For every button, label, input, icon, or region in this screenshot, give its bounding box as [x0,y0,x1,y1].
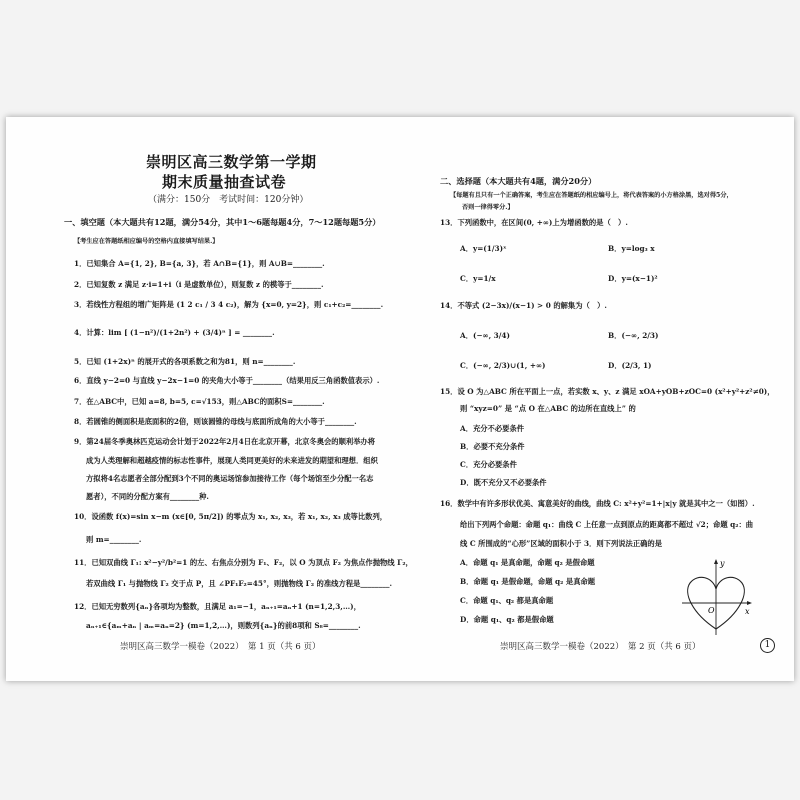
question-12-line1: 12．已知无穷数列{aₙ}各项均为整数，且满足 a₁=−1，aₙ₊₁=aₙ+1 (n=1,2,3,…)， [74,602,361,611]
origin-label: O [708,606,715,615]
exam-sheet [6,117,794,681]
question-5: 5．已知 (1+2x)ⁿ 的展开式的各项系数之和为81，则 n=________. [74,357,296,366]
section-choice-heading: 二、选择题（本大题共有4题，满分20分） [440,176,597,186]
q14-option-a: A．(−∞, 3/4) [460,331,510,340]
heart-curve-figure [680,557,754,639]
q16-option-b: B．命题 q₁ 是假命题，命题 q₂ 是真命题 [460,577,596,586]
q13-option-d: D．y=(x−1)² [608,274,658,283]
x-axis-arrow [747,601,752,605]
question-4: 4．计算：lim [ (1−n²)/(1+2n²) + (3/4)ⁿ ] = ________. [74,328,275,337]
exam-title-line1: 崇明区高三数学第一学期 [146,153,317,171]
question-7: 7．在△ABC中，已知 a=8, b=5, c=√153，则△ABC的面积S=________. [74,397,325,406]
right-page [440,117,775,681]
choice-instruction-line2: 否则一律得零分.】 [462,204,514,211]
q14-option-b: B．(−∞, 2/3) [608,331,659,340]
question-9-line4: 愿者），不同的分配方案有________种. [86,492,209,501]
left-page [60,117,413,681]
question-9-line2: 成为人类理解和超越疫情的标志性事件，展现人类同更美好的未来进发的期望和理想．组织 [86,456,378,465]
exam-title-line2: 期末质量抽查试卷 [162,173,287,191]
q16-option-c: C．命题 q₁、q₂ 都是真命题 [460,596,554,605]
question-3: 3．若线性方程组的增广矩阵是 (1 2 c₁ / 3 4 c₂)，解为 {x=0, y=2}，则 c₁+c₂=________. [74,300,384,309]
q16-option-a: A．命题 q₁ 是真命题，命题 q₂ 是假命题 [460,558,595,567]
question-9-line3: 方拟将4名志愿者全部分配到3个不同的奥运场馆参加接待工作（每个场馆至少分配一名志 [86,474,374,483]
question-15-line2: 则 “xyz=0” 是 “点 O 在△ABC 的边所在直线上” 的 [460,404,636,413]
question-9-line1: 9．第24届冬季奥林匹克运动会计划于2022年2月4日在北京开幕，北京冬奥会的顺利举办将 [74,437,376,446]
question-2: 2．已知复数 z 满足 z·i=1+i（i 是虚数单位），则复数 z 的模等于________. [74,280,324,289]
y-axis-arrow [714,559,718,564]
q16-option-d: D．命题 q₁、q₂ 都是假命题 [460,615,554,624]
x-axis-label: x [745,607,750,616]
question-10-answer-line: 则 m=________. [86,535,142,544]
y-axis-label: y [720,559,725,568]
question-16-line1: 16．数学中有许多形状优美、寓意美好的曲线，曲线 C: x²+y²=1+|x|y 就是其中之一（如图）. [440,499,755,508]
question-16-line3: 线 C 所围成的“心形”区域的面积小于 3．则下列说法正确的是 [460,539,663,548]
q14-option-c: C．(−∞, 2/3)∪(1, +∞) [460,361,546,370]
question-14: 14．不等式 (2−3x)/(x−1) > 0 的解集为（ ）. [440,301,607,310]
question-13: 13．下列函数中，在区间(0, +∞)上为增函数的是（ ）. [440,218,628,227]
left-page-footer: 崇明区高三数学一模卷（2022） 第 1 页（共 6 页） [120,642,321,652]
question-15-line1: 15．设 O 为△ABC 所在平面上一点，若实数 x、y、z 满足 xOA+yOB+zOC=0 (x²+y²+z²≠0)， [440,387,775,396]
q13-option-c: C．y=1/x [460,274,496,283]
question-8: 8．若圆锥的侧面积是底面积的2倍，则该圆锥的母线与底面所成角的大小等于________. [74,417,357,426]
right-page-footer: 崇明区高三数学一模卷（2022） 第 2 页（共 6 页） [500,642,701,652]
q13-option-b: B．y=log₃ x [608,244,655,253]
q15-option-d: D．既不充分又不必要条件 [460,478,547,487]
question-11-line1: 11．已知双曲线 Γ₁: x²−y²/b²=1 的左、右焦点分别为 F₁、F₂，以 O 为顶点 F₂ 为焦点作抛物线 Γ₂， [74,558,413,567]
question-11-line2: 若双曲线 Γ₁ 与抛物线 Γ₂ 交于点 P，且 ∠PF₁F₂=45°，则抛物线 Γ₂ 的准线方程是________. [86,579,393,588]
fill-blank-instruction: 【考生应在答题纸相应编号的空格内直接填写结果.】 [74,238,219,245]
question-16-line2: 给出下列两个命题：命题 q₁：曲线 C 上任意一点到原点的距离都不超过 √2；命题 q₂：曲 [460,520,754,529]
page-number-badge: 1 [760,638,775,653]
choice-instruction-line1: 【每题有且只有一个正确答案，考生应在答题纸的相应编号上，将代表答案的小方格涂黑，选对得5分， [450,192,733,199]
q15-option-a: A．充分不必要条件 [460,424,525,433]
q14-option-d: D．(2/3, 1) [608,361,652,370]
question-12-line2: aₙ₊₁∈{aₘ+aₙ | aₘ=aₙ=2} (m=1,2,…)，则数列{aₙ}的前8项和 S₈=________. [86,621,361,630]
question-10: 10．设函数 f(x)=sin x−m (x∈[0, 5π/2]) 的零点为 x₁, x₂, x₃，若 x₁, x₂, x₃ 成等比数列， [74,512,388,521]
q15-option-b: B．必要不充分条件 [460,442,525,451]
question-6: 6．直线 y−2=0 与直线 y−2x−1=0 的夹角大小等于________（结果用反三角函数值表示）. [74,376,380,385]
q13-option-a: A．y=(1/3)ˣ [460,244,507,253]
question-1: 1．已知集合 A={1, 2}, B={a, 3}，若 A∩B={1}，则 A∪B=________. [74,259,325,268]
q15-option-c: C．充分必要条件 [460,460,517,469]
exam-info: （满分：150分 考试时间：120分钟） [148,195,309,205]
section-fill-blank-heading: 一、填空题（本大题共有12题，满分54分，其中1～6题每题4分，7～12题每题5分） [64,217,381,227]
